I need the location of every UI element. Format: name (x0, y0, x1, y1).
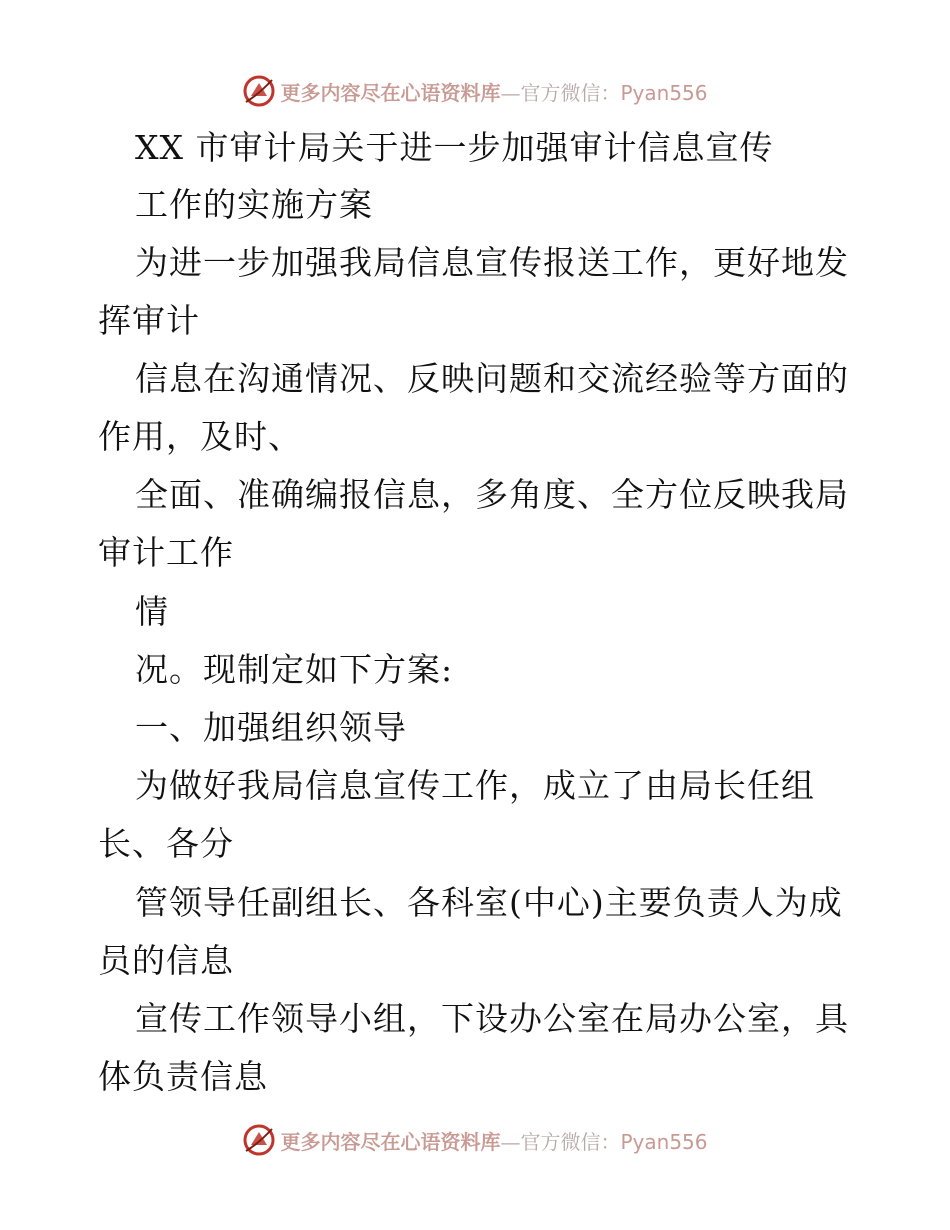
footer-watermark (0, 1120, 950, 1160)
paragraph-line: 作用，及时、 (98, 417, 302, 456)
paragraph-line: 为进一步加强我局信息宣传报送工作，更好地发 (135, 243, 849, 282)
watermark-text: 更多内容尽在心语资料库—官方微信：Pyan556 (280, 80, 708, 105)
paragraph-line: 全面、准确编报信息，多角度、全方位反映我局 (135, 475, 849, 514)
paragraph-line: 管领导任副组长、各科室(中心)主要负责人为成 (135, 883, 843, 922)
paragraph-line: 宣传工作领导小组，下设办公室在局办公室，具 (135, 999, 849, 1038)
doc-title-line-2: 工作的实施方案 (135, 185, 373, 224)
paragraph-line: 况。现制定如下方案: (135, 650, 454, 689)
brand-logo-icon (242, 74, 276, 108)
paragraph-line: 挥审计 (98, 301, 200, 340)
watermark-text: 更多内容尽在心语资料库—官方微信：Pyan556 (280, 1129, 708, 1154)
paragraph-line: 长、各分 (98, 824, 234, 863)
paragraph-line: 审计工作 (98, 533, 234, 572)
header-watermark (0, 71, 950, 111)
paragraph-line: 情 (135, 592, 169, 631)
paragraph-line: 员的信息 (98, 941, 234, 980)
paragraph-line: 信息在沟通情况、反映问题和交流经验等方面的 (135, 359, 849, 398)
paragraph-line: 为做好我局信息宣传工作，成立了由局长任组 (135, 766, 815, 805)
paragraph-line: 体负责信息 (98, 1057, 268, 1096)
section-heading: 一、加强组织领导 (135, 708, 407, 747)
brand-logo-icon (242, 1123, 276, 1157)
doc-title-line-1: XX 市审计局关于进一步加强审计信息宣传 (135, 128, 774, 167)
